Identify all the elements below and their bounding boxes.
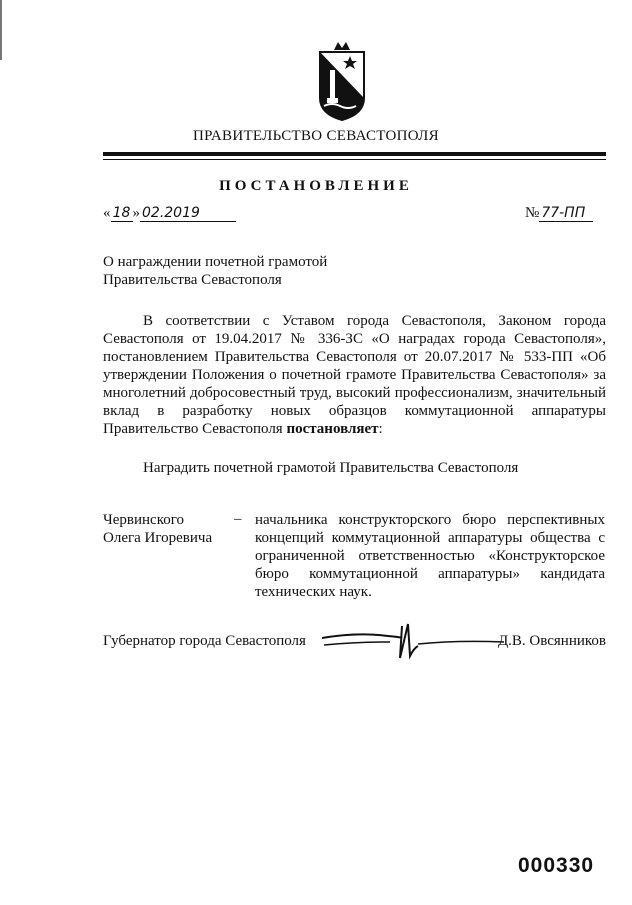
coat-of-arms-icon	[318, 40, 366, 122]
government-name: ПРАВИТЕЛЬСТВО СЕВАСТОПОЛЯ	[193, 128, 439, 144]
preamble-paragraph	[103, 312, 606, 438]
scan-edge	[0, 0, 2, 60]
header-rule-thick	[103, 152, 606, 156]
document-type-title: ПОСТАНОВЛЕНИЕ	[219, 178, 413, 194]
date-open-quote: «	[103, 205, 111, 221]
handwritten-signature-icon	[318, 618, 508, 662]
document-date	[103, 205, 236, 222]
document-number	[525, 205, 593, 222]
recipient-given-names: Олега Игоревича	[103, 530, 213, 546]
recipient-description: начальника конструкторского бюро перспективных концепций коммутационной аппаратуры общества с ограниченной ответственностью «Конструкторское бюро коммутационной аппаратуры» кандидата технических наук.	[255, 512, 605, 600]
number-value: 77-ПП	[539, 205, 593, 222]
signatory-title: Губернатор города Севастополя	[103, 633, 306, 649]
preamble-text: В соответствии с Уставом города Севастополя, Законом города Севастополя от 19.04.2017 № 336-ЗС «О наградах города Севастополя», постановлением Правительства Севастополя от 20.07.2017 № 533-ПП «Об утверждении Положения о почетной грамоте Правительства Севастополя» за многолетний добросовестный труд, высокий профессионализм, значительный вклад в разработку новых образцов коммутационной аппаратуры Правительство Севастополя	[103, 313, 606, 437]
preamble-end: :	[378, 421, 383, 437]
recipient-name	[103, 511, 212, 547]
date-close-quote: »	[132, 205, 140, 221]
recipient-dash: –	[234, 511, 242, 527]
date-day: 18	[111, 205, 133, 222]
award-statement: Наградить почетной грамотой Правительства Севастополя	[143, 460, 519, 476]
document-subject	[103, 253, 327, 289]
number-prefix: №	[525, 205, 540, 221]
subject-line-1: О награждении почетной грамотой	[103, 254, 328, 270]
subject-line-2: Правительства Севастополя	[103, 272, 282, 288]
recipient-surname: Червинского	[103, 512, 185, 528]
signatory-name: Д.В. Овсянников	[497, 633, 606, 649]
resolves-word: постановляет	[286, 421, 379, 437]
serial-number: 000330	[518, 854, 595, 877]
header-rule-thin	[103, 159, 606, 160]
date-month-year: 02.2019	[140, 205, 236, 222]
